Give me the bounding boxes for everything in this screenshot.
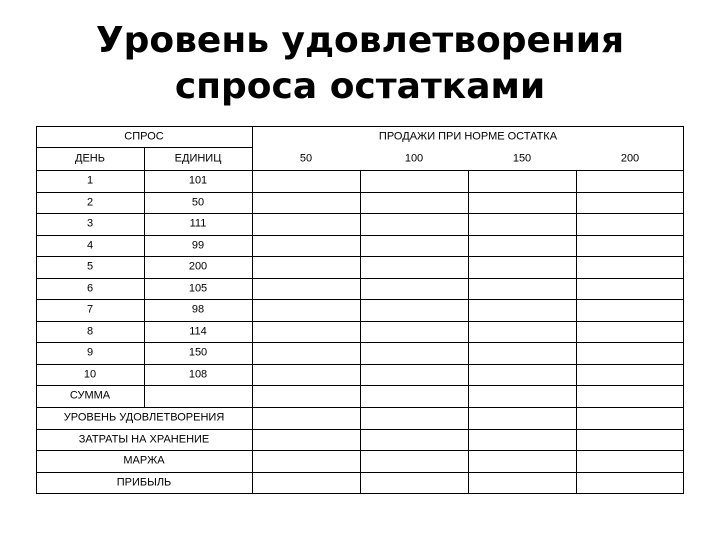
header-sales: ПРОДАЖИ ПРИ НОРМЕ ОСТАТКА bbox=[378, 130, 558, 143]
row-day: 5 bbox=[86, 260, 94, 273]
row-units: 150 bbox=[188, 346, 208, 359]
row-units: 200 bbox=[188, 260, 208, 273]
row-day: 1 bbox=[86, 174, 94, 187]
summary-profit: ПРИБЫЛЬ bbox=[116, 476, 172, 489]
header-demand: СПРОС bbox=[124, 130, 164, 143]
summary-storage-costs: ЗАТРАТЫ НА ХРАНЕНИЕ bbox=[78, 433, 210, 446]
row-day: 7 bbox=[86, 303, 94, 316]
header-level-200: 200 bbox=[620, 152, 640, 165]
row-day: 2 bbox=[86, 196, 94, 209]
row-day: 10 bbox=[83, 368, 97, 381]
row-day: 9 bbox=[86, 346, 94, 359]
row-units: 101 bbox=[188, 174, 208, 187]
header-level-50: 50 bbox=[299, 152, 313, 165]
title-line-2: спроса остатками bbox=[174, 66, 546, 107]
row-units: 111 bbox=[189, 217, 207, 230]
row-units: 50 bbox=[191, 196, 205, 209]
row-units: 98 bbox=[191, 303, 205, 316]
header-units: ЕДИНИЦ bbox=[174, 152, 222, 165]
row-day: 8 bbox=[86, 325, 94, 338]
row-units: 99 bbox=[191, 239, 205, 252]
header-level-100: 100 bbox=[404, 152, 424, 165]
header-day: ДЕНЬ bbox=[75, 152, 105, 165]
row-units: 105 bbox=[188, 282, 208, 295]
row-units: 114 bbox=[189, 325, 207, 338]
row-day: 4 bbox=[86, 239, 94, 252]
row-day: 6 bbox=[86, 282, 94, 295]
summary-satisfaction-level: УРОВЕНЬ УДОВЛЕТВОРЕНИЯ bbox=[63, 411, 225, 424]
summary-margin: МАРЖА bbox=[123, 454, 165, 467]
header-level-150: 150 bbox=[512, 152, 532, 165]
row-day: 3 bbox=[86, 217, 94, 230]
summary-total: СУММА bbox=[69, 389, 111, 402]
row-units: 108 bbox=[188, 368, 208, 381]
title-line-1: Уровень удовлетворения bbox=[95, 20, 625, 61]
